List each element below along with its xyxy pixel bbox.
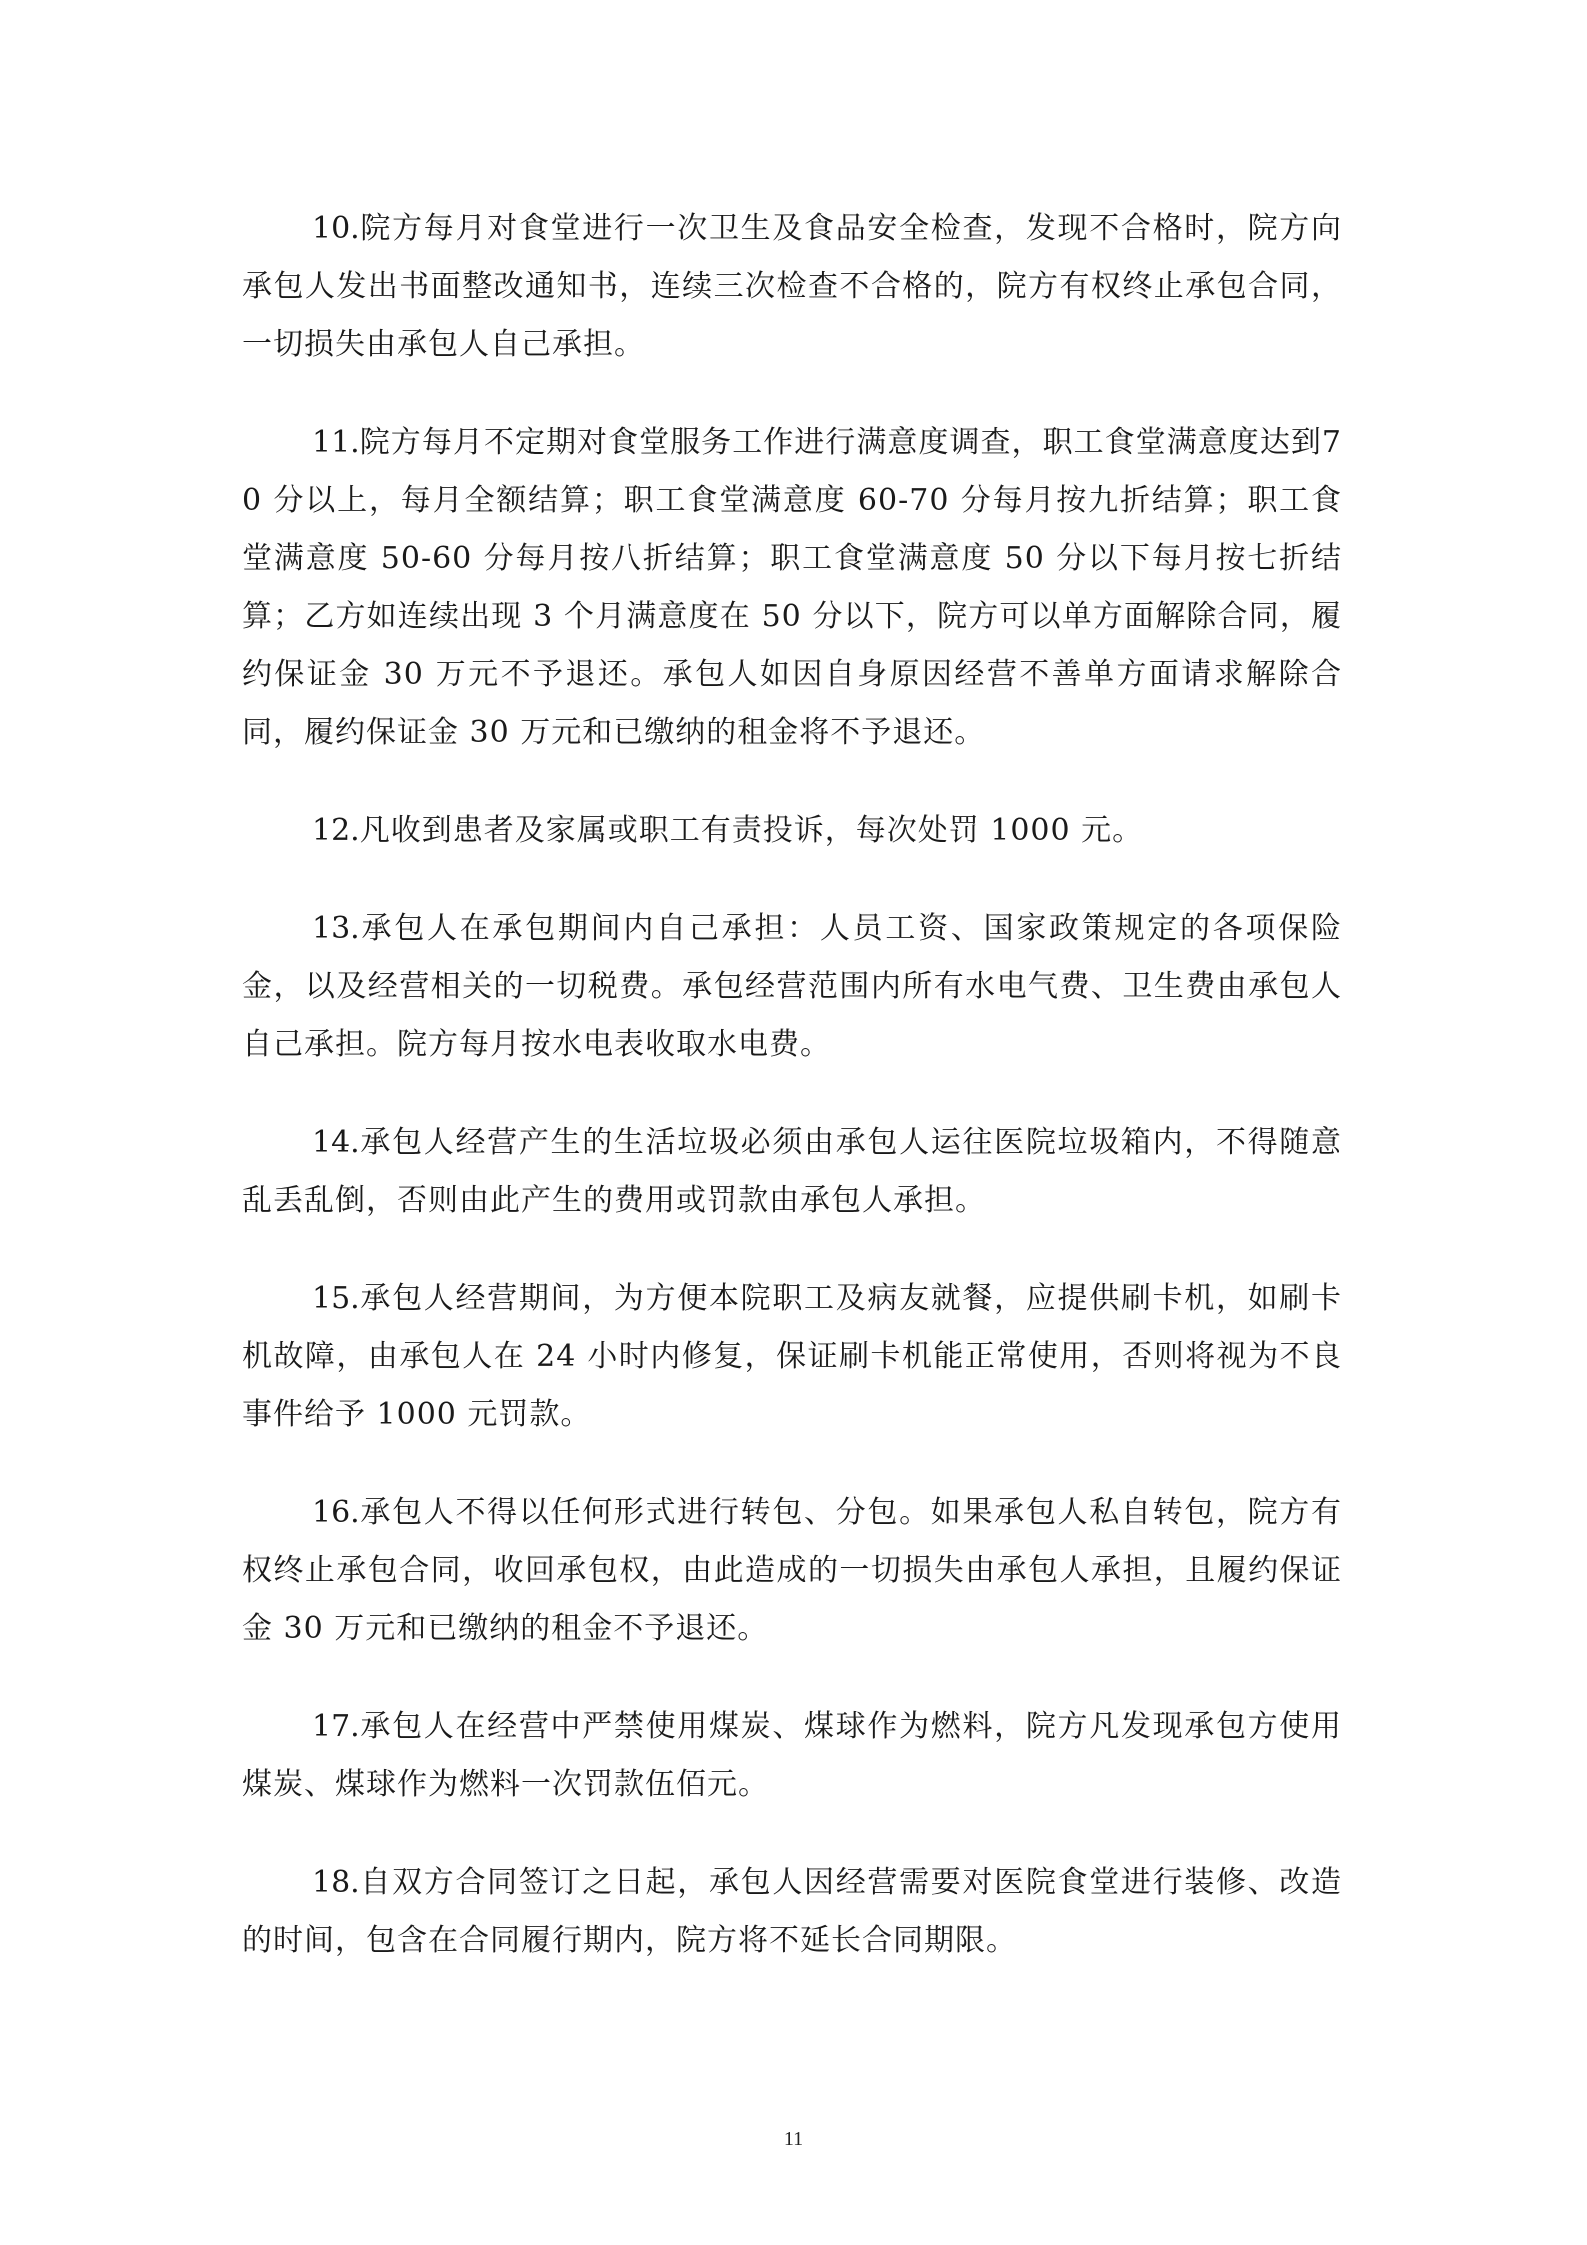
clause-paragraph bbox=[242, 1484, 1342, 1658]
clause-text: 承包人经营产生的生活垃圾必须由承包人运往医院垃圾箱内，不得随意乱丢乱倒，否则由此产生的费用或罚款由承包人承担。 bbox=[242, 1125, 1342, 1218]
clause-number: 13. bbox=[312, 911, 360, 946]
clause-number: 15. bbox=[312, 1281, 360, 1316]
clause-paragraph bbox=[242, 200, 1342, 374]
page-number: 11 bbox=[783, 2128, 804, 2150]
clause-text: 院方每月对食堂进行一次卫生及食品安全检查，发现不合格时，院方向承包人发出书面整改通知书，连续三次检查不合格的，院方有权终止承包合同，一切损失由承包人自己承担。 bbox=[242, 211, 1342, 362]
clause-paragraph bbox=[242, 802, 1342, 860]
clause-text: 承包人在经营中严禁使用煤炭、煤球作为燃料，院方凡发现承包方使用煤炭、煤球作为燃料一次罚款伍佰元。 bbox=[242, 1709, 1342, 1802]
clause-text: 承包人在承包期间内自己承担：人员工资、国家政策规定的各项保险金，以及经营相关的一切税费。承包经营范围内所有水电气费、卫生费由承包人自己承担。院方每月按水电表收取水电费。 bbox=[242, 911, 1342, 1062]
document-body bbox=[242, 200, 1342, 2010]
clause-paragraph bbox=[242, 1114, 1342, 1230]
clause-paragraph bbox=[242, 1698, 1342, 1814]
clause-text: 承包人不得以任何形式进行转包、分包。如果承包人私自转包，院方有权终止承包合同，收回承包权，由此造成的一切损失由承包人承担，且履约保证金 30 万元和已缴纳的租金不予退还。 bbox=[242, 1495, 1342, 1646]
clause-number: 16. bbox=[312, 1495, 360, 1530]
clause-text: 承包人经营期间，为方便本院职工及病友就餐，应提供刷卡机，如刷卡机故障，由承包人在 24 小时内修复，保证刷卡机能正常使用，否则将视为不良事件给予 1000 元罚款。 bbox=[242, 1281, 1342, 1432]
clause-number: 11. bbox=[312, 425, 360, 460]
clause-number: 12. bbox=[312, 813, 360, 848]
clause-number: 14. bbox=[312, 1125, 360, 1160]
clause-number: 10. bbox=[312, 211, 360, 246]
clause-text: 院方每月不定期对食堂服务工作进行满意度调查，职工食堂满意度达到70 分以上，每月全额结算；职工食堂满意度 60-70 分每月按九折结算；职工食堂满意度 50-60 分每月按八折结算；职工食堂满意度 50 分以下每月按七折结算；乙方如连续出现 3 个月满意度在 50 分以下，院方可以单方面解除合同，履约保证金 30 万元不予退还。承包人如因自身原因经营不善单方面请求解除合同，履约保证金 30 万元和已缴纳的租金将不予退还。 bbox=[242, 425, 1342, 750]
clause-text: 自双方合同签订之日起，承包人因经营需要对医院食堂进行装修、改造的时间，包含在合同履行期内，院方将不延长合同期限。 bbox=[242, 1865, 1342, 1958]
clause-paragraph bbox=[242, 1270, 1342, 1444]
clause-paragraph bbox=[242, 414, 1342, 762]
clause-paragraph bbox=[242, 1854, 1342, 1970]
clause-number: 17. bbox=[312, 1709, 360, 1744]
clause-paragraph bbox=[242, 900, 1342, 1074]
clause-text: 凡收到患者及家属或职工有责投诉，每次处罚 1000 元。 bbox=[359, 813, 1144, 848]
clause-number: 18. bbox=[312, 1865, 360, 1900]
